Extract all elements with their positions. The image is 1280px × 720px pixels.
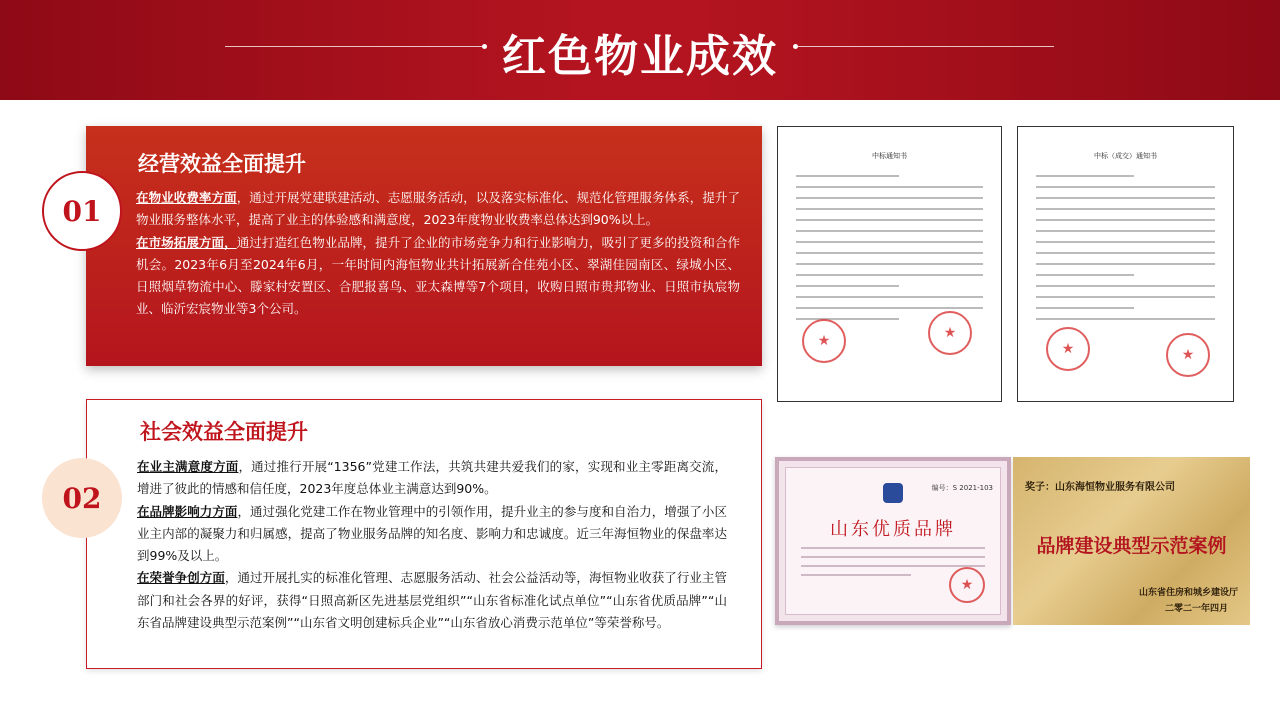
section2-heading: 社会效益全面提升 [140, 419, 308, 444]
section1-p1-key: 在物业收费率方面 [136, 190, 237, 205]
section2-p1-text: ，通过推行开展“1356”党建工作法，共筑共建共爱我们的家，实现和业主零距离交流，增进了彼此的情感和信任度，2023年度总体业主满意达到90%。 [137, 459, 727, 497]
section2-p2-text: ，通过强化党建工作在物业管理中的引领作用，提升业主的参与度和自治力，增强了小区业主内部的凝聚力和归属感，提高了物业服务品牌的知名度、影响力和忠诚度。近三年海恒物业的保盘率达到99%及以上。 [137, 503, 727, 564]
brand-case-plaque [1013, 457, 1250, 625]
cert1-title: 山东优质品牌 [830, 519, 956, 540]
section2-p3-text: ，通过开展扎实的标准化管理、志愿服务活动、社会公益活动等，海恒物业收获了行业主管部门和社会各界的好评，获得“日照高新区先进基层党组织”“山东省标准化试点单位”“山东省优质品牌”“山东省品牌建设典型示范案例”“山东省文明创建标兵企业”“山东省放心消费示范单位”等荣誉称号。 [137, 570, 727, 631]
section2-paragraph-satisfaction [137, 456, 727, 501]
section1-p1-text: ，通过开展党建联建活动、志愿服务活动，以及落实标准化、规范化管理服务体系，提升了物业服务整体水平，提高了业主的体验感和满意度，2023年度物业收费率总体达到90%以上。 [136, 190, 740, 228]
header-banner [0, 0, 1280, 100]
section2-p1-key: 在业主满意度方面 [137, 459, 239, 474]
doc1-seal-right-icon [928, 311, 972, 355]
doc1-text-lines [796, 175, 983, 329]
section1-heading: 经营效益全面提升 [138, 151, 306, 176]
doc2-text-lines [1036, 175, 1215, 329]
cert2-issuer: 山东省住房和城乡建设厅 [1138, 588, 1238, 598]
section1-number-badge: 01 [42, 171, 122, 251]
bid-notice-document-1 [777, 126, 1002, 402]
section1-p2-text: 通过打造红色物业品牌，提升了企业的市场竞争力和行业影响力，吸引了更多的投资和合作机会。2023年6月至2024年6月，一年时间内海恒物业共计拓展新合佳苑小区、翠湖佳园南区、绿城小区、日照烟草物流中心、滕家村安置区、合肥报喜鸟、亚太森博等7个项目，收购日照市贵邦物业、日照市执宸物业、临沂宏宸物业等3个公司。 [136, 234, 740, 317]
cert2-awardee: 奖子：山东海恒物业服务有限公司 [1025, 482, 1175, 493]
section1-body [136, 187, 740, 321]
quality-brand-certificate [775, 457, 1011, 625]
bid-notice-document-2 [1017, 126, 1234, 402]
doc1-seal-left-icon [802, 319, 846, 363]
cert1-seal-icon [949, 567, 985, 603]
section2-p3-key: 在荣誉争创方面 [137, 570, 225, 586]
doc2-title: 中标（成交）通知书 [1094, 152, 1157, 160]
section2-p2-key: 在品牌影响力方面 [137, 503, 238, 519]
section2-paragraph-honors [137, 567, 727, 634]
page-title: 红色物业成效 [502, 31, 778, 82]
cert2-title: 品牌建设典型示范案例 [1036, 535, 1227, 557]
section2-number-badge: 02 [42, 458, 122, 538]
doc1-title: 中标通知书 [872, 152, 907, 160]
section2-paragraph-brand [137, 501, 727, 568]
cert1-logo-icon [883, 483, 903, 503]
cert1-number: 编号：S 2021-103 [931, 484, 993, 492]
cert2-date: 二零二一年四月 [1164, 604, 1228, 614]
section2-body [137, 456, 727, 634]
section1-p2-key: 在市场拓展方面， [136, 234, 237, 250]
section1-paragraph-fee-rate [136, 187, 740, 232]
doc2-seal-left-icon [1046, 327, 1090, 371]
section1-paragraph-market [136, 232, 740, 321]
doc2-seal-right-icon [1166, 333, 1210, 377]
